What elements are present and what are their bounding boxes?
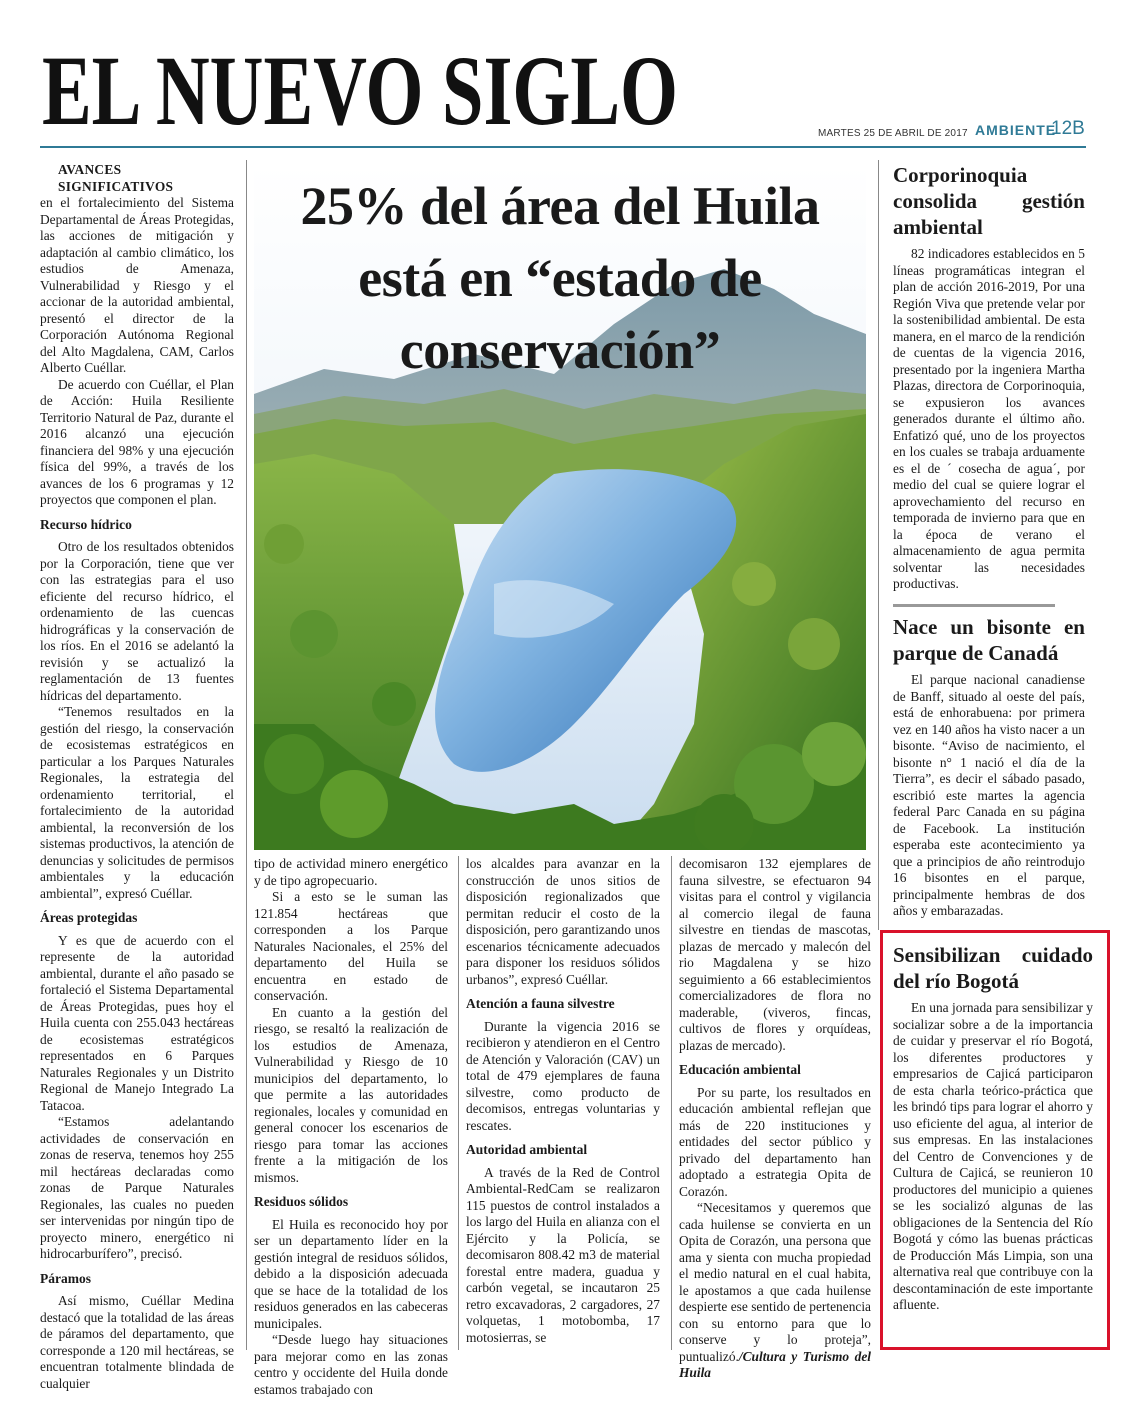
lead-text: en el fortalecimiento del Sistema Departamental de Áreas Protegidas, las acciones de mitigación y adaptación al cambio climático, los estudios de Amenaza, Vulnerabilidad y Riesgo y el accionar de la autoridad ambiental, presentó el director de la Corporación Autónoma Regional del Alto Magdalena, CAM, Carlos Alberto Cuéllar. [40, 195, 234, 375]
subhead-areas-protegidas: Áreas protegidas [40, 910, 138, 925]
sidebar-title: Corporinoquia consolida gestión ambiental [893, 163, 1085, 239]
subhead-residuos-solidos: Residuos sólidos [254, 1194, 349, 1209]
paragraph: Durante la vigencia 2016 se recibieron y atendieron en el Centro de Atención y Valoración (CAV) un total de 479 ejemplares de fauna silvestre, como producto de decomisos, entregas voluntarias y rescates. [466, 1018, 660, 1133]
paragraph: Si a esto se le suman las 121.854 hectáreas que corresponden a los Parque Naturales Nacionales, el 25% del departamento del Huila se encuentra en estado de conservación. [254, 889, 448, 1003]
header-rule [40, 146, 1086, 148]
column-rule [458, 856, 459, 1350]
masthead-title: EL NUEVO SIGLO [42, 40, 678, 132]
paragraph: En cuanto a la gestión del riesgo, se resaltó la realización de los estudios de Amenaza, Vulnerabilidad y Riesgo de 10 municipios del departamento, lo que permite a las autoridades regionales, locales y comunidad en general conocer los escenarios de riesgo para tomar las acciones frente a la mitigación de los mismos. [254, 1004, 448, 1185]
subhead-paramos: Páramos [40, 1270, 91, 1286]
lead-paragraph [40, 162, 234, 377]
lead-caps: AVANCES SIGNIFICATIVOS [58, 162, 174, 194]
column-rule [246, 160, 247, 1350]
paragraph: A través de la Red de Control Ambiental-RedCam se realizaron 115 puestos de control instalados a los largo del Huila en alianza con el Ejército y la Policía, se decomisaron 808.42 m3 de material forestal entre madera, guadua y carbón vegetal, se incautaron 25 retro excavadoras, 2 cargadores, 27 volquetas, 1 motobomba, 17 motosierras, se [466, 1164, 660, 1345]
paragraph: decomisaron 132 ejemplares de fauna silvestre, se efectuaron 94 visitas para el control y vigilancia al comercio ilegal de fauna silvestre en tiendas de mascotas, plazas de mercado y malecón del rio Magdalena y se hizo seguimiento a 66 establecimientos comercializadores de flora no maderable, (viveros, fincas, cultivos de flores y orquídeas, plazas de mercado). [679, 856, 871, 1053]
masthead-logo [42, 40, 682, 130]
paragraph: Así mismo, Cuéllar Medina destacó que la totalidad de las áreas de páramos del departamento, que corresponde a 120 mil hectáreas, se encuentran totalmente blindada de cualquier [40, 1293, 234, 1391]
paragraph: los alcaldes para avanzar en la construcción de unos sitios de disposición regionalizados que permitan reducir el costo de la disposición, pero garantizando unos escenarios técnicamente adecuados para disponer los residuos sólidos urbanos”, expresó Cuéllar. [466, 856, 660, 987]
section-label: AMBIENTE [975, 122, 1057, 138]
paragraph [679, 1200, 871, 1382]
article-column-1 [40, 162, 234, 1392]
paragraph: “Tenemos resultados en la gestión del riesgo, la conservación de ecosistemas estratégicos en particular a los Parques Naturales Regionales, la estrategia del ordenamiento territorial, el fortalecimiento de la autoridad ambiental, la reconversión de los sistemas productivos, la atención de denuncias y solicitudes de permisos ambientales y la educación ambiental”, expresó Cuéllar. [40, 704, 234, 901]
paragraph: De acuerdo con Cuéllar, el Plan de Acción: Huila Resiliente Territorio Natural de Paz, durante el 2016 alcanzó una ejecución financiera del 98% y una ejecución física del 99%, a través de los avances de los 6 programas y 12 proyectos que componen el plan. [40, 376, 234, 507]
page-number: 12B [1051, 118, 1085, 139]
paragraph: Otro de los resultados obtenidos por la Corporación, tiene que ver con las estrategias para el uso eficiente del recurso hídrico, el ordenamiento de las cuencas hidrográficas y la conservación de los ríos. En el 2016 se adelantó la revisión y se actualizó la reglamentación de 13 fuentes hídricas del departamento. [40, 539, 234, 703]
sidebar-body: El parque nacional canadiense de Banff, situado al oeste del país, está de enhorabuena: por primera vez en 140 años ha visto nacer a un bisonte. “Aviso de nacimiento, el bisonte n° 1 nació el día de la Tierra”, es decir el sábado pasado, escribió este martes la agencia federal Parc Canada en su página de Facebook. La institución esperaba este acontecimiento ya que a principios de año reintrodujo 16 bisontes en el parque, principalmente hembras de dos años y embarazadas. [893, 672, 1085, 918]
article-column-3 [466, 856, 660, 1346]
sidebar-title: Nace un bisonte en parque de Canadá [893, 615, 1085, 665]
column-rule [878, 160, 879, 930]
sidebar-title: Sensibilizan cuidado del río Bogotá [893, 943, 1093, 993]
sidebar-story-bisonte [893, 614, 1085, 920]
subhead-recurso-hidrico: Recurso hídrico [40, 516, 132, 532]
sidebar-story-corporinoquia [893, 162, 1085, 593]
headline-line: conservación” [399, 320, 721, 380]
column-rule [671, 856, 672, 1350]
paragraph: Por su parte, los resultados en educación ambiental reflejan que más de 220 instituciones y entidades del sector público y privado del departamento han adoptado a estrategia Opita de Corazón. [679, 1084, 871, 1199]
article-column-2 [254, 856, 448, 1398]
paragraph: Y es que de acuerdo con el represente de la autoridad ambiental, durante el año pasado se fortaleció el Sistema Departamental de Áreas Protegidas, pues hoy el Huila cuenta con 255.043 hectáreas de ecosistemas estratégicos representados en 6 Parques Naturales Regionales y un Distrito Regional de Manejo Integrado La Tatacoa. [40, 932, 234, 1113]
headline-line: 25% del área del Huila [300, 176, 820, 236]
quote-text: “Necesitamos y queremos que cada huilense se convierta en un Opita de Corazón, una persona que ama y sienta con mucha propiedad el medio natural en el cual habita, le apostamos a que cada huilense despierte ese sentido de pertenencia con su entorno para que lo conserve y lo proteja”, puntualizó. [679, 1200, 871, 1364]
paragraph: “Desde luego hay situaciones para mejorar como en las zonas centro y occidente del Huila donde estamos trabajado con [254, 1332, 448, 1397]
paragraph: El Huila es reconocido hoy por ser un departamento líder en la gestión integral de residuos sólidos, debido a la disposición adecuada que se hace de la totalidad de los residuos generados en las cabeceras municipales. [254, 1216, 448, 1331]
sidebar-body: En una jornada para sensibilizar y socializar sobre a de la importancia de cuidar y preservar el río Bogotá, los diferentes productores y empresarios de Cajicá participaron de esta charla teórico-práctica que les brindó tips para lograr el ahorro y uso eficiente del agua, al interior de sus empresas. En las instalaciones del Centro de Convenciones y de Cultura de Cajicá, se reunieron 10 productores del municipio a quienes se les socializó algunas de las obligaciones de la Sentencia del Río Bogotá y cómo las buenas prácticas de Producción Más Limpia, son una alternativa real que contribuye con la descontaminación de este importante afluente. [893, 1000, 1093, 1312]
paragraph: “Estamos adelantando actividades de conservación en zonas de reserva, tenemos hoy 255 mil hectáreas declaradas como zonas de Parque Naturales Regionales, las cuales no pueden ser intervenidas por ningún tipo de proyecto minero, energético ni hidrocarburífero”, precisó. [40, 1114, 234, 1261]
headline [256, 170, 864, 386]
headline-line: está en “estado de [358, 248, 762, 308]
article-column-4 [679, 856, 871, 1382]
sidebar-body: 82 indicadores establecidos en 5 líneas programáticas integran el plan de acción 2016-2019, Por una Región Viva que pretende velar por la sostenibilidad ambiental. De esta manera, en el marco de la rendición de cuentas de la vigencia 2016, presentado por la ingeniera Martha Plazas, directora de Corporinoquia, se expusieron los avances generados durante el último año. Enfatizó qué, uno de los proyectos en los cuales se trabaja arduamente es el de ´ cosecha de agua´, por medio del cual se quiere lograr el aprovechamiento del recurso en temporada de invierno para que en la época de verano el almacenamiento de agua permita solventar las necesidades productivas. [893, 246, 1085, 591]
issue-date: MARTES 25 DE ABRIL DE 2017 [818, 128, 968, 139]
paragraph: tipo de actividad minero energético y de tipo agropecuario. [254, 856, 448, 888]
subhead-autoridad-ambiental: Autoridad ambiental [466, 1142, 588, 1157]
subhead-fauna-silvestre: Atención a fauna silvestre [466, 996, 615, 1011]
sidebar-story-rio-bogota [893, 942, 1093, 1314]
sidebar-divider [893, 604, 1055, 607]
subhead-educacion-ambiental: Educación ambiental [679, 1062, 801, 1077]
photo-credit: /Cultura y Turismo del Huila [679, 1348, 871, 1380]
